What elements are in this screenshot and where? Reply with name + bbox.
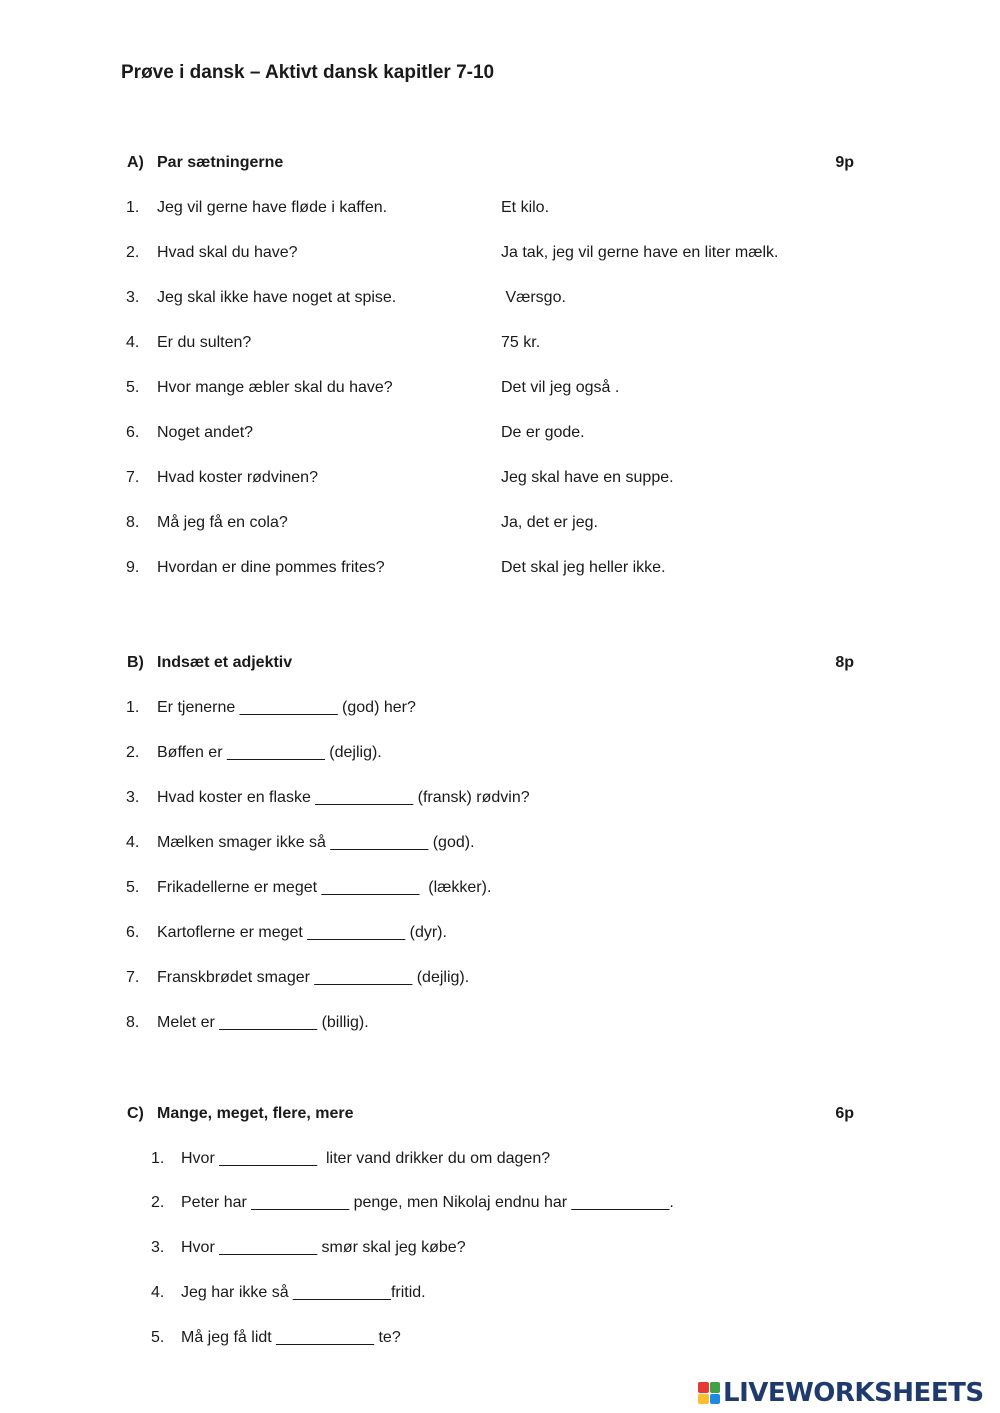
item-question: Noget andet? [157,424,254,441]
item-number: 1. [126,199,140,216]
item-number: 6. [126,924,140,941]
item-sentence: Kartoflerne er meget ___________ (dyr). [157,924,447,941]
item-answer: Ja tak, jeg vil gerne have en liter mælk. [501,244,779,261]
item-question: Må jeg få en cola? [157,514,288,531]
item-number: 5. [126,879,140,896]
item-sentence: Frikadellerne er meget ___________ (lækker). [157,879,492,896]
item-number: 7. [126,469,140,486]
logo-grid-icon [698,1382,720,1404]
list-item [0,199,1000,221]
list-item [0,1284,1000,1306]
logo-square-icon [710,1394,721,1405]
list-item [0,289,1000,311]
item-number: 9. [126,559,140,576]
item-sentence: Peter har ___________ penge, men Nikolaj endnu har ___________. [181,1194,674,1211]
list-item [0,699,1000,721]
item-question: Er du sulten? [157,334,252,351]
item-number: 3. [126,789,140,806]
list-item [0,1150,1000,1172]
logo-square-icon [710,1382,721,1393]
list-item [0,744,1000,766]
list-item [0,834,1000,856]
item-question: Hvad skal du have? [157,244,298,261]
list-item [0,1014,1000,1036]
list-item [0,879,1000,901]
item-number: 3. [151,1239,165,1256]
item-answer: Det vil jeg også . [501,379,620,396]
item-number: 2. [126,244,140,261]
item-sentence: Franskbrødet smager ___________ (dejlig). [157,969,470,986]
item-sentence: Mælken smager ikke så ___________ (god). [157,834,475,851]
item-number: 5. [126,379,140,396]
list-item [0,379,1000,401]
item-sentence: Bøffen er ___________ (dejlig). [157,744,382,761]
item-answer: Jeg skal have en suppe. [501,469,674,486]
list-item [0,1329,1000,1351]
item-sentence: Hvor ___________ smør skal jeg købe? [181,1239,466,1256]
list-item [0,469,1000,491]
item-question: Hvordan er dine pommes frites? [157,559,385,576]
list-item [0,424,1000,446]
item-number: 1. [126,699,140,716]
item-sentence: Hvad koster en flaske ___________ (fransk) rødvin? [157,789,530,806]
liveworksheets-logo [698,1378,994,1408]
item-sentence: Jeg har ikke så ___________fritid. [181,1284,426,1301]
list-item [0,514,1000,536]
section-letter: C) [127,1105,144,1122]
list-item [0,924,1000,946]
item-number: 7. [126,969,140,986]
list-item [0,559,1000,581]
item-number: 5. [151,1329,165,1346]
item-number: 1. [151,1150,165,1167]
list-item [0,1194,1000,1216]
section-b-header [127,654,854,676]
item-question: Hvad koster rødvinen? [157,469,318,486]
item-answer: Værsgo. [501,289,566,306]
list-item [0,334,1000,356]
item-answer: 75 kr. [501,334,541,351]
list-item [0,1239,1000,1261]
section-title: Par sætningerne [157,154,284,171]
item-number: 8. [126,514,140,531]
logo-square-icon [698,1382,709,1393]
item-sentence: Må jeg få lidt ___________ te? [181,1329,401,1346]
item-answer: Ja, det er jeg. [501,514,598,531]
list-item [0,969,1000,991]
item-question: Hvor mange æbler skal du have? [157,379,393,396]
item-sentence: Hvor ___________ liter vand drikker du om dagen? [181,1150,551,1167]
item-number: 3. [126,289,140,306]
section-title: Mange, meget, flere, mere [157,1105,354,1122]
item-sentence: Melet er ___________ (billig). [157,1014,369,1031]
item-number: 4. [151,1284,165,1301]
item-sentence: Er tjenerne ___________ (god) her? [157,699,416,716]
item-number: 6. [126,424,140,441]
item-question: Jeg skal ikke have noget at spise. [157,289,397,306]
logo-square-icon [698,1394,709,1405]
item-answer: Et kilo. [501,199,550,216]
item-answer: De er gode. [501,424,585,441]
logo-text: LIVEWORKSHEETS [723,1378,984,1408]
item-number: 2. [126,744,140,761]
section-points: 8p [835,654,854,671]
item-answer: Det skal jeg heller ikke. [501,559,666,576]
page-title: Prøve i dansk – Aktivt dansk kapitler 7-10 [121,62,495,83]
list-item [0,244,1000,266]
section-letter: A) [127,154,144,171]
section-points: 6p [835,1105,854,1122]
section-points: 9p [835,154,854,171]
section-letter: B) [127,654,144,671]
section-c-header [127,1105,854,1127]
item-question: Jeg vil gerne have fløde i kaffen. [157,199,388,216]
item-number: 4. [126,834,140,851]
item-number: 8. [126,1014,140,1031]
item-number: 2. [151,1194,165,1211]
list-item [0,789,1000,811]
section-a-header [127,154,854,176]
item-number: 4. [126,334,140,351]
section-title: Indsæt et adjektiv [157,654,293,671]
